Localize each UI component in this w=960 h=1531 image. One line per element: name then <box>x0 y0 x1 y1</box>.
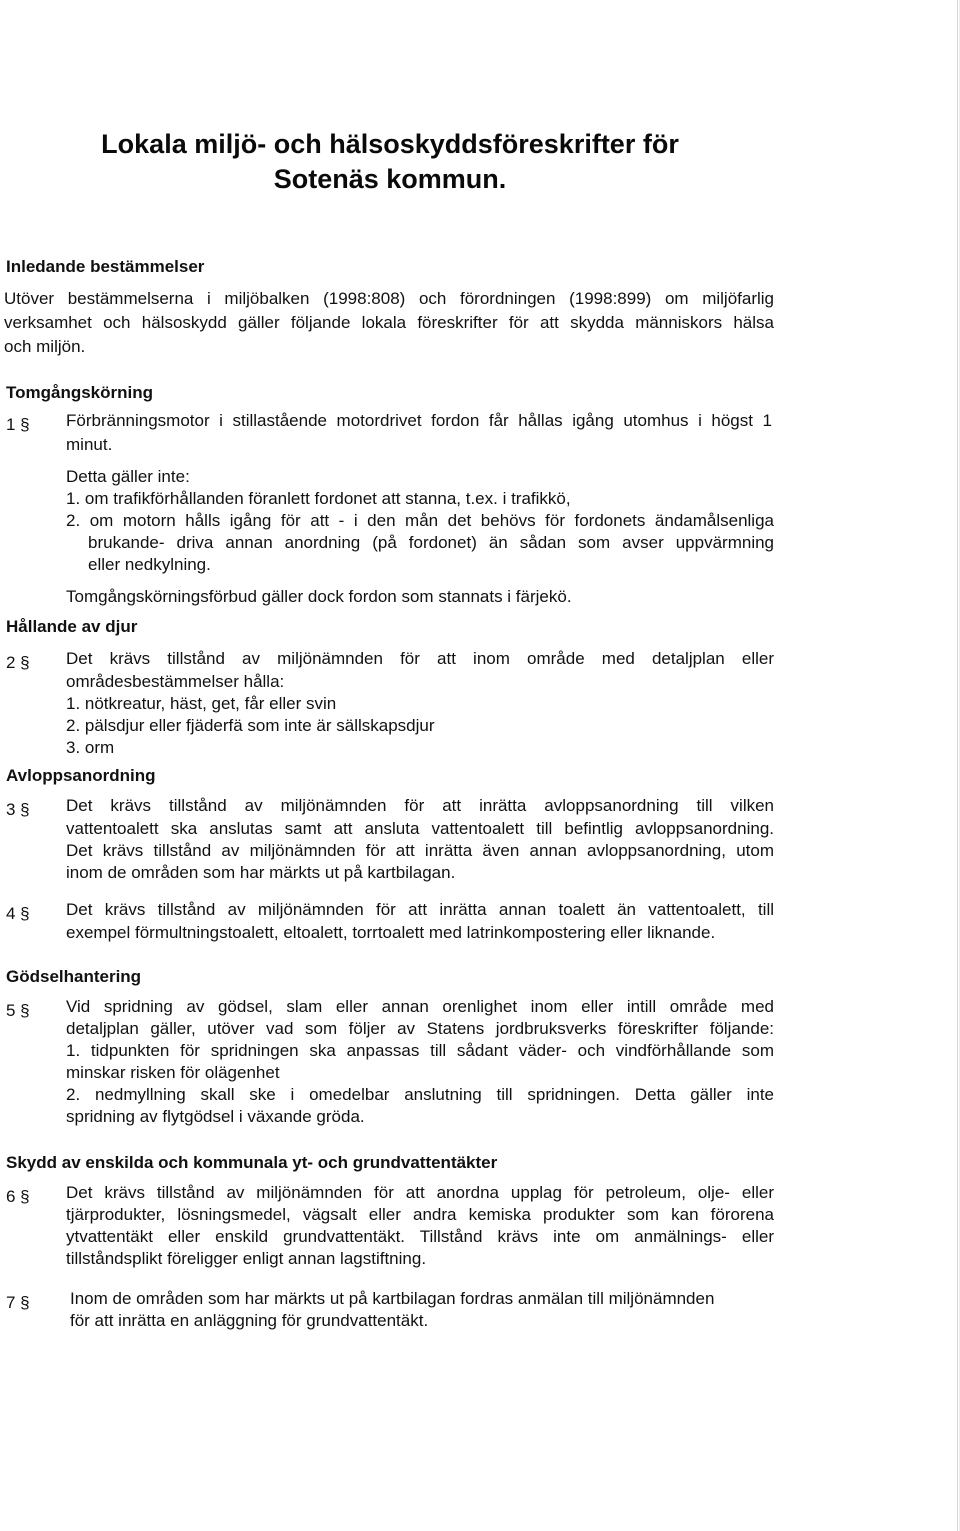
paragraph-2-line-2: områdesbestämmelser hålla: <box>66 672 285 691</box>
section-heading-vattentakter: Skydd av enskilda och kommunala yt- och grundvattentäkter <box>6 1153 498 1172</box>
intro-line-3: och miljön. <box>4 337 86 356</box>
paragraph-1-line-1: Förbränningsmotor i stillastående motordrivet fordon får hållas igång utomhus i högst 1 <box>66 411 772 430</box>
paragraph-2-list-item-2: 2. pälsdjur eller fjäderfä som inte är sällskapsdjur <box>66 716 435 735</box>
paragraph-4-line-2: exempel förmultningstoalett, eltoalett, torrtoalett med latrinkompostering eller liknande. <box>66 923 716 942</box>
paragraph-5-list-item-1: 1. tidpunkten för spridningen ska anpassas till sådant väder- och vindförhållande som <box>66 1041 774 1060</box>
document-title-line-1: Lokala miljö- och hälsoskyddsföreskrifter för <box>101 129 679 159</box>
paragraph-7-line-1: Inom de områden som har märkts ut på kartbilagan fordras anmälan till miljönämnden <box>70 1289 715 1308</box>
paragraph-2-line-1: Det krävs tillstånd av miljönämnden för att inom område med detaljplan eller <box>66 649 774 668</box>
paragraph-1-line-final: Tomgångskörningsförbud gäller dock fordon som stannats i färjekö. <box>66 587 572 606</box>
paragraph-3-line-4: inom de områden som har märkts ut på kartbilagan. <box>66 863 456 882</box>
paragraph-6-line-1: Det krävs tillstånd av miljönämnden för att anordna upplag för petroleum, olje- eller <box>66 1183 774 1202</box>
paragraph-3-line-3: Det krävs tillstånd av miljönämnden för att inrätta även annan avloppsanordning, utom <box>66 841 774 860</box>
section-heading-tomgangskorning: Tomgångskörning <box>6 383 154 402</box>
paragraph-2-list-item-3: 3. orm <box>66 738 115 757</box>
paragraph-5-list-item-2-cont: spridning av flytgödsel i växande gröda. <box>66 1107 365 1126</box>
paragraph-number-4: 4 § <box>6 904 30 923</box>
paragraph-1-line-3: Detta gäller inte: <box>66 467 190 486</box>
intro-line-1: Utöver bestämmelserna i miljöbalken (1998:808) och förordningen (1998:899) om miljöfarlig <box>4 289 774 308</box>
paragraph-4-line-1: Det krävs tillstånd av miljönämnden för att inrätta annan toalett än vattentoalett, till <box>66 900 774 919</box>
scan-edge-line <box>957 0 958 1531</box>
section-heading-avloppsanordning: Avloppsanordning <box>6 766 156 785</box>
paragraph-number-3: 3 § <box>6 800 30 819</box>
paragraph-5-line-2: detaljplan gäller, utöver vad som följer av Statens jordbruksverks föreskrifter följande: <box>66 1019 774 1038</box>
paragraph-number-6: 6 § <box>6 1187 30 1206</box>
paragraph-3-line-2: vattentoalett ska anslutas samt att ansluta vattentoalett till befintlig avloppsanordning. <box>66 819 774 838</box>
paragraph-number-1: 1 § <box>6 415 30 434</box>
paragraph-6-line-4: tillståndsplikt föreligger enligt annan lagstiftning. <box>66 1249 427 1268</box>
paragraph-1-list-item-2: 2. om motorn hålls igång för att - i den mån det behövs för fordonets ändamålsenliga <box>66 511 774 530</box>
section-heading-hallande-av-djur: Hållande av djur <box>6 617 138 636</box>
paragraph-6-line-3: ytvattentäkt eller enskild grundvattentäkt. Tillstånd krävs inte om anmälnings- eller <box>66 1227 774 1246</box>
paragraph-3-line-1: Det krävs tillstånd av miljönämnden för att inrätta avloppsanordning till vilken <box>66 796 774 815</box>
document-title-line-2: Sotenäs kommun. <box>273 164 507 194</box>
paragraph-number-5: 5 § <box>6 1001 30 1020</box>
paragraph-1-line-2: minut. <box>66 435 113 454</box>
intro-heading: Inledande bestämmelser <box>6 257 205 276</box>
intro-line-2: verksamhet och hälsoskydd gäller följande lokala föreskrifter för att skydda människors hälsa <box>4 313 774 332</box>
paragraph-7-line-2: för att inrätta en anläggning för grundvattentäkt. <box>70 1311 429 1330</box>
paragraph-1-list-item-2-cont: brukande- driva annan anordning (på fordonet) än sådan som avser uppvärmning <box>88 533 774 552</box>
paragraph-1-list-item-1: 1. om trafikförhållanden föranlett fordonet att stanna, t.ex. i trafikkö, <box>66 489 571 508</box>
section-heading-godselhantering: Gödselhantering <box>6 967 142 986</box>
paragraph-5-list-item-2: 2. nedmyllning skall ske i omedelbar anslutning till spridningen. Detta gäller inte <box>66 1085 774 1104</box>
paragraph-6-line-2: tjärprodukter, lösningsmedel, vägsalt eller andra kemiska produkter som kan förorena <box>66 1205 774 1224</box>
paragraph-number-2: 2 § <box>6 653 30 672</box>
paragraph-5-list-item-1-cont: minskar risken för olägenhet <box>66 1063 280 1082</box>
paragraph-number-7: 7 § <box>6 1293 30 1312</box>
paragraph-2-list-item-1: 1. nötkreatur, häst, get, får eller svin <box>66 694 337 713</box>
paragraph-1-list-item-2-end: eller nedkylning. <box>88 555 211 574</box>
paragraph-5-line-1: Vid spridning av gödsel, slam eller annan orenlighet inom eller intill område med <box>66 997 774 1016</box>
